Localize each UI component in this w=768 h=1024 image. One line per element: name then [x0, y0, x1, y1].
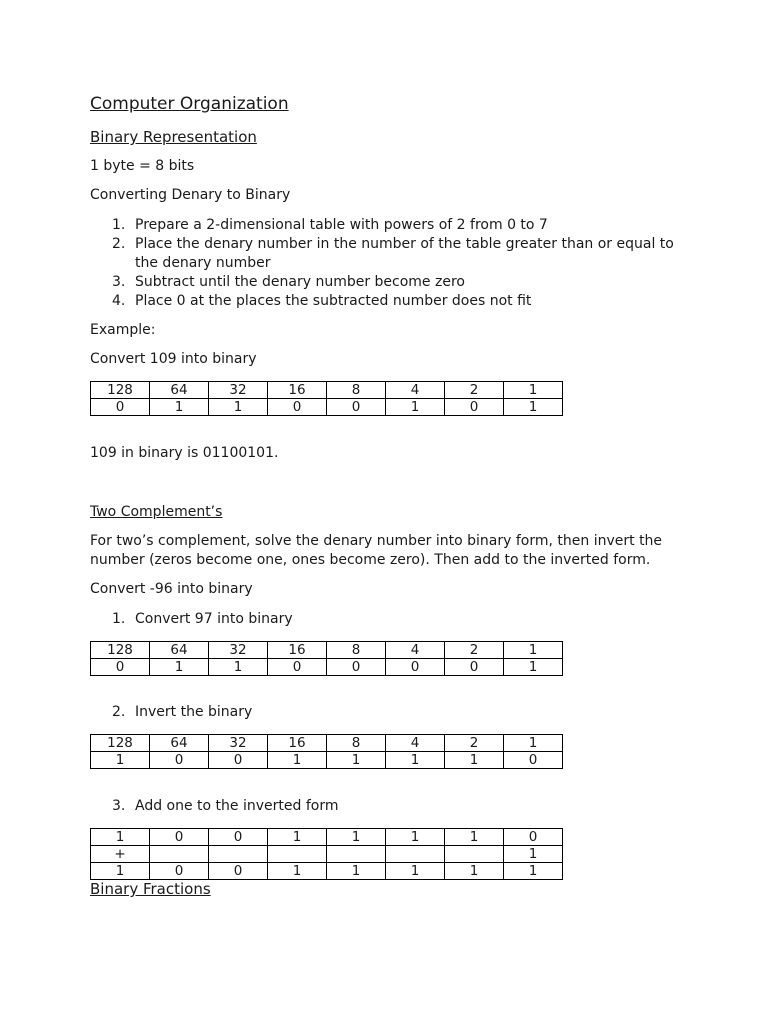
example-task: Convert 109 into binary — [90, 351, 257, 367]
section-heading-twos-complement: Two Complement’s — [90, 504, 223, 520]
table-row — [91, 382, 563, 399]
table-cell: 1 — [504, 399, 563, 416]
table-cell: 1 — [445, 863, 504, 880]
binary-table-109 — [90, 381, 563, 416]
table-cell: 0 — [386, 659, 445, 676]
table-cell: 4 — [386, 735, 445, 752]
table-cell: 0 — [209, 752, 268, 769]
table-cell: 16 — [268, 382, 327, 399]
table-row — [91, 863, 563, 880]
table-cell: 0 — [209, 863, 268, 880]
table-cell: 1 — [386, 829, 445, 846]
table-cell — [327, 846, 386, 863]
table-cell: 2 — [445, 642, 504, 659]
table-cell: 0 — [445, 659, 504, 676]
table-cell: 1 — [386, 752, 445, 769]
list-item: 2. Place the denary number in the number of the table greater than or equal to the denary number — [112, 236, 674, 271]
table-cell: 1 — [209, 399, 268, 416]
table-cell: + — [91, 846, 150, 863]
table-cell: 8 — [327, 735, 386, 752]
table-cell — [268, 846, 327, 863]
conversion-steps-list — [90, 216, 675, 311]
table-cell: 8 — [327, 382, 386, 399]
table-cell: 4 — [386, 382, 445, 399]
subheading-converting: Converting Denary to Binary — [90, 187, 291, 203]
table-cell: 1 — [150, 399, 209, 416]
table-cell: 1 — [386, 399, 445, 416]
table-cell: 0 — [209, 829, 268, 846]
list-item: 4. Place 0 at the places the subtracted number does not fit — [112, 293, 532, 309]
table-cell — [150, 846, 209, 863]
twos-step-3 — [90, 797, 675, 816]
twos-complement-description: For two’s complement, solve the denary number into binary form, then invert the number (zeros become one, ones become zero). Then add to the inverted form. — [90, 533, 663, 568]
table-cell: 1 — [504, 735, 563, 752]
list-item: 3. Add one to the inverted form — [112, 798, 339, 814]
table-cell: 2 — [445, 735, 504, 752]
table-cell: 1 — [150, 659, 209, 676]
twos-task: Convert -96 into binary — [90, 581, 253, 597]
table-cell: 1 — [327, 863, 386, 880]
table-row — [91, 642, 563, 659]
table-cell: 2 — [445, 382, 504, 399]
table-cell: 16 — [268, 735, 327, 752]
table-cell: 0 — [150, 752, 209, 769]
table-cell: 1 — [268, 863, 327, 880]
page-title: Computer Organization — [90, 94, 289, 114]
table-cell: 1 — [91, 829, 150, 846]
table-cell: 128 — [91, 735, 150, 752]
table-cell: 32 — [209, 382, 268, 399]
table-cell: 1 — [445, 829, 504, 846]
table-cell: 1 — [91, 863, 150, 880]
table-row — [91, 829, 563, 846]
table-cell: 8 — [327, 642, 386, 659]
table-cell: 16 — [268, 642, 327, 659]
table-cell: 0 — [504, 752, 563, 769]
twos-step-2 — [90, 703, 675, 722]
table-cell: 1 — [386, 863, 445, 880]
table-cell: 0 — [327, 659, 386, 676]
binary-table-97 — [90, 641, 563, 676]
section-heading-binary-fractions: Binary Fractions — [90, 880, 211, 898]
table-cell: 1 — [445, 752, 504, 769]
list-item: 3. Subtract until the denary number become zero — [112, 274, 465, 290]
table-row — [91, 399, 563, 416]
example-label: Example: — [90, 322, 156, 338]
example-result: 109 in binary is 01100101. — [90, 445, 279, 461]
table-cell: 64 — [150, 642, 209, 659]
byte-definition: 1 byte = 8 bits — [90, 158, 195, 174]
table-cell: 0 — [91, 659, 150, 676]
table-cell: 0 — [268, 659, 327, 676]
table-cell: 0 — [268, 399, 327, 416]
table-cell: 1 — [327, 752, 386, 769]
table-row — [91, 752, 563, 769]
table-cell: 32 — [209, 735, 268, 752]
table-cell: 128 — [91, 382, 150, 399]
table-cell: 64 — [150, 735, 209, 752]
table-cell: 1 — [504, 642, 563, 659]
table-cell: 1 — [268, 752, 327, 769]
section-heading-binary-representation: Binary Representation — [90, 128, 257, 146]
table-cell: 0 — [150, 863, 209, 880]
table-cell: 1 — [504, 659, 563, 676]
table-cell — [386, 846, 445, 863]
table-cell: 0 — [91, 399, 150, 416]
table-cell: 0 — [327, 399, 386, 416]
table-cell: 1 — [327, 829, 386, 846]
table-cell: 32 — [209, 642, 268, 659]
table-cell: 1 — [504, 382, 563, 399]
table-cell: 0 — [150, 829, 209, 846]
list-item: 1. Convert 97 into binary — [112, 611, 293, 627]
table-cell: 1 — [504, 846, 563, 863]
list-item: 1. Prepare a 2-dimensional table with powers of 2 from 0 to 7 — [112, 217, 548, 233]
table-row — [91, 659, 563, 676]
table-cell — [209, 846, 268, 863]
table-row — [91, 735, 563, 752]
table-cell — [445, 846, 504, 863]
list-item: 2. Invert the binary — [112, 704, 253, 720]
binary-table-inverted — [90, 734, 563, 769]
twos-step-1 — [90, 610, 675, 629]
table-cell: 1 — [504, 863, 563, 880]
table-cell: 1 — [268, 829, 327, 846]
table-cell: 1 — [91, 752, 150, 769]
table-cell: 0 — [504, 829, 563, 846]
binary-table-add-one — [90, 828, 563, 880]
table-cell: 1 — [209, 659, 268, 676]
table-cell: 0 — [445, 399, 504, 416]
table-row — [91, 846, 563, 863]
table-cell: 4 — [386, 642, 445, 659]
table-cell: 128 — [91, 642, 150, 659]
table-cell: 64 — [150, 382, 209, 399]
